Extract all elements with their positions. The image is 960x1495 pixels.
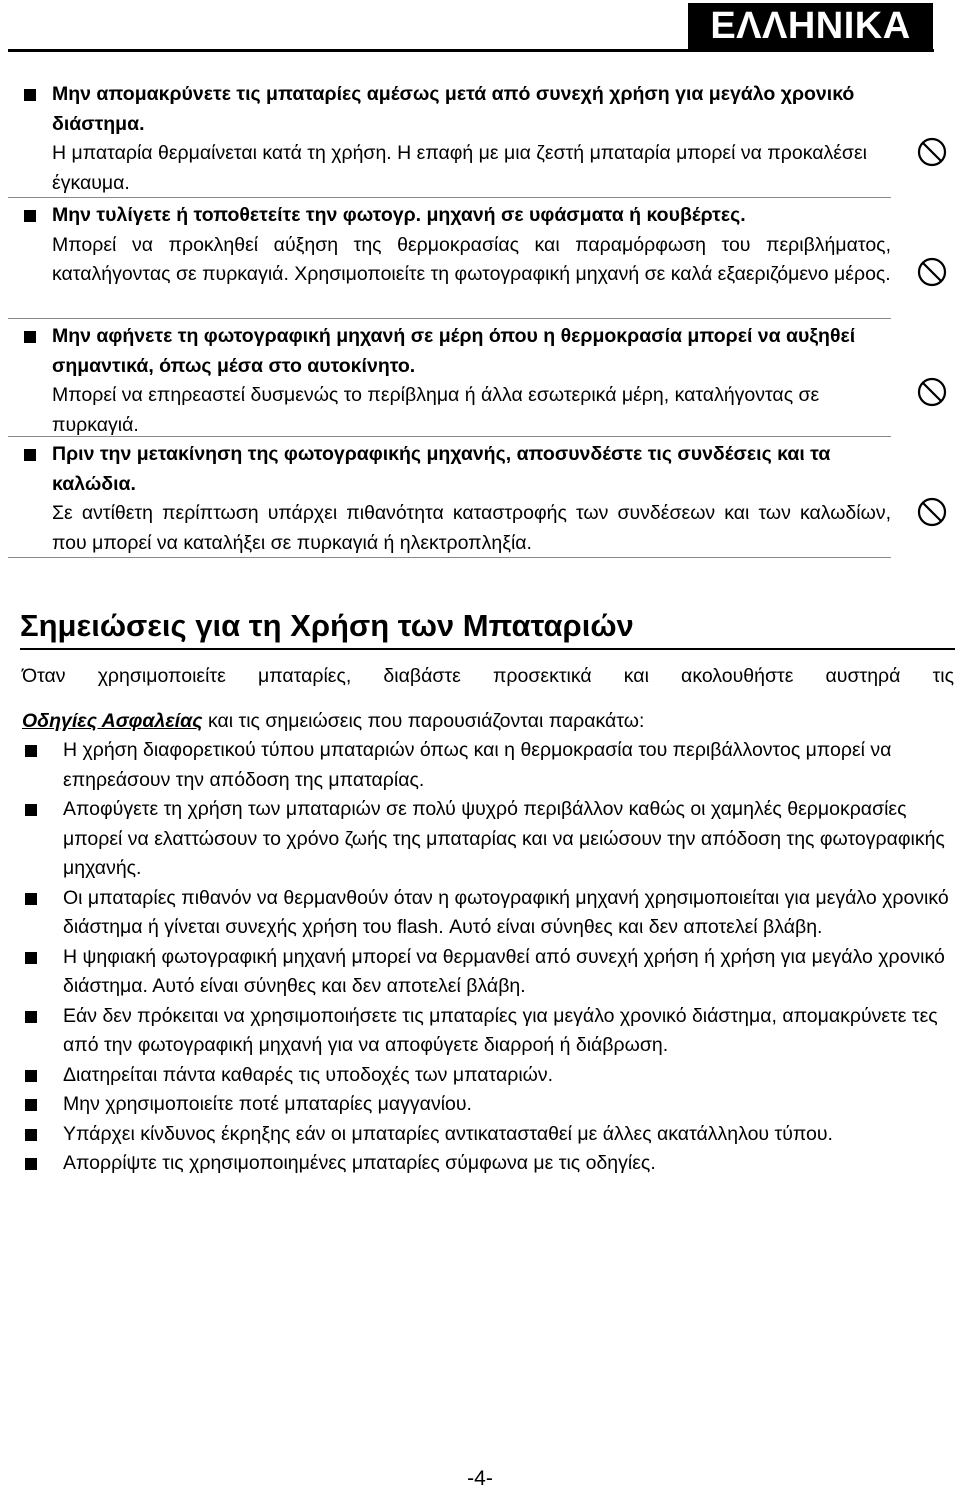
list-item — [22, 943, 954, 1002]
prohibition-icon — [917, 497, 947, 527]
prohibition-icon — [917, 257, 947, 287]
warning-body: Η μπαταρία θερμαίνεται κατά τη χρήση. Η επαφή με μια ζεστή μπαταρία μπορεί να προκαλέσει έγκαυμα. — [52, 142, 867, 194]
warning-title: Μην αφήνετε τη φωτογραφική μηχανή σε μέρη όπου η θερμοκρασία μπορεί να αυξηθεί σημαντικά, όπως μέσα στο αυτοκίνητο. — [52, 325, 856, 377]
intro-line: Όταν χρησιμοποιείτε μπαταρίες, διαβάστε προσεκτικά και ακολουθήστε αυστηρά τις — [22, 665, 954, 687]
warning-item — [8, 77, 891, 198]
bullet-square-icon — [25, 804, 37, 816]
prohibition-icon — [917, 137, 947, 167]
warning-body: Μπορεί να προκληθεί αύξηση της θερμοκρασίας και παραμόρφωση του περιβλήματος, καταλήγοντας σε πυρκαγιά. Χρησιμοποιείτε τη φωτογραφική μηχανή σε καλά εξαεριζόμενο μέρος. — [52, 233, 891, 285]
bullet-square-icon — [25, 1070, 37, 1082]
list-item-text: Εάν δεν πρόκειται να χρησιμοποιήσετε τις μπαταρίες για μεγάλο χρονικό διάστημα, απομακρύνετε τες από την φωτογραφική μηχανή για να αποφύγετε διαρροή ή διάβρωση. — [63, 1004, 938, 1056]
warning-body: Σε αντίθετη περίπτωση υπάρχει πιθανότητα καταστροφής των συνδέσεων και των καλωδίων, που μπορεί να καταλήξει σε πυρκαγιά ή ηλεκτροπληξία. — [52, 502, 891, 554]
section-title: Σημειώσεις για τη Χρήση των Μπαταριών — [20, 606, 955, 650]
list-item-text: Η χρήση διαφορετικού τύπου μπαταριών όπως και η θερμοκρασία του περιβάλλοντος μπορεί να επηρεάσουν την απόδοση της μπαταρίας. — [63, 739, 892, 791]
list-item — [22, 795, 954, 884]
bullet-square-icon — [25, 1129, 37, 1141]
list-item-text: Απορρίψτε τις χρησιμοποιημένες μπαταρίες σύμφωνα με τις οδηγίες. — [63, 1152, 656, 1174]
warning-item — [8, 437, 891, 558]
section-intro — [22, 662, 954, 736]
bullet-square-icon — [24, 210, 36, 222]
intro-text: και τις σημειώσεις που παρουσιάζονται παρακάτω: — [202, 709, 645, 732]
bullet-square-icon — [24, 331, 36, 343]
warning-title: Πριν την μετακίνηση της φωτογραφικής μηχανής, αποσυνδέστε τις συνδέσεις και τα καλώδια. — [52, 443, 831, 495]
list-item-text: Οι μπαταρίες πιθανόν να θερμανθούν όταν η φωτογραφική μηχανή χρησιμοποιείται για μεγάλο χρονικό διάστημα ή γίνεται συνεχής χρήση του flash. Αυτό είναι σύνηθες και δεν αποτελεί βλάβη. — [63, 886, 949, 938]
bullet-square-icon — [25, 745, 37, 757]
bullet-square-icon — [25, 1099, 37, 1111]
warning-item — [8, 198, 891, 319]
warning-item — [8, 319, 891, 437]
list-item — [22, 1061, 954, 1091]
prohibition-icon — [917, 377, 947, 407]
language-tab: ΕΛΛΗΝΙΚΑ — [688, 3, 933, 49]
safety-instructions-emphasis: Οδηγίες Ασφαλείας — [22, 709, 203, 732]
bullet-square-icon — [25, 952, 37, 964]
warning-title: Μην απομακρύνετε τις μπαταρίες αμέσως μετά από συνεχή χρήση για μεγάλο χρονικό διάστημα. — [52, 83, 855, 135]
list-item — [22, 1002, 954, 1061]
bullet-square-icon — [25, 1011, 37, 1023]
list-item — [22, 736, 954, 795]
list-item-text: Μην χρησιμοποιείτε ποτέ μπαταρίες μαγγανίου. — [63, 1093, 472, 1115]
bullet-square-icon — [24, 89, 36, 101]
battery-notes-list — [22, 736, 954, 1179]
list-item-text: Αποφύγετε τη χρήση των μπαταριών σε πολύ ψυχρό περιβάλλον καθώς οι χαμηλές θερμοκρασίες μπορεί να ελαττώσουν το χρόνο ζωής της μπαταρίας και να μειώσουν την απόδοση της φωτογραφικής μηχανής. — [63, 798, 945, 879]
list-item-text: Διατηρείται πάντα καθαρές τις υποδοχές των μπαταριών. — [63, 1063, 554, 1086]
warning-body: Μπορεί να επηρεαστεί δυσμενώς το περίβλημα ή άλλα εσωτερικά μέρη, καταλήγοντας σε πυρκαγιά. — [52, 384, 820, 436]
intro-line — [22, 707, 954, 737]
list-item — [22, 1090, 954, 1120]
header-rule — [8, 49, 934, 52]
bullet-square-icon — [25, 1158, 37, 1170]
list-item — [22, 884, 954, 943]
bullet-square-icon — [25, 893, 37, 905]
bullet-square-icon — [24, 449, 36, 461]
list-item-text: Υπάρχει κίνδυνος έκρηξης εάν οι μπαταρίες αντικατασταθεί με άλλες ακατάλληλου τύπου. — [63, 1122, 833, 1145]
page-number: -4- — [467, 1467, 493, 1490]
list-item — [22, 1149, 954, 1179]
warning-title: Μην τυλίγετε ή τοποθετείτε την φωτογρ. μηχανή σε υφάσματα ή κουβέρτες. — [52, 204, 746, 226]
list-item — [22, 1120, 954, 1150]
warnings-list — [8, 77, 891, 558]
list-item-text: Η ψηφιακή φωτογραφική μηχανή μπορεί να θερμανθεί από συνεχή χρήση ή χρήση για μεγάλο χρονικό διάστημα. Αυτό είναι σύνηθες και δεν αποτελεί βλάβη. — [63, 945, 945, 997]
